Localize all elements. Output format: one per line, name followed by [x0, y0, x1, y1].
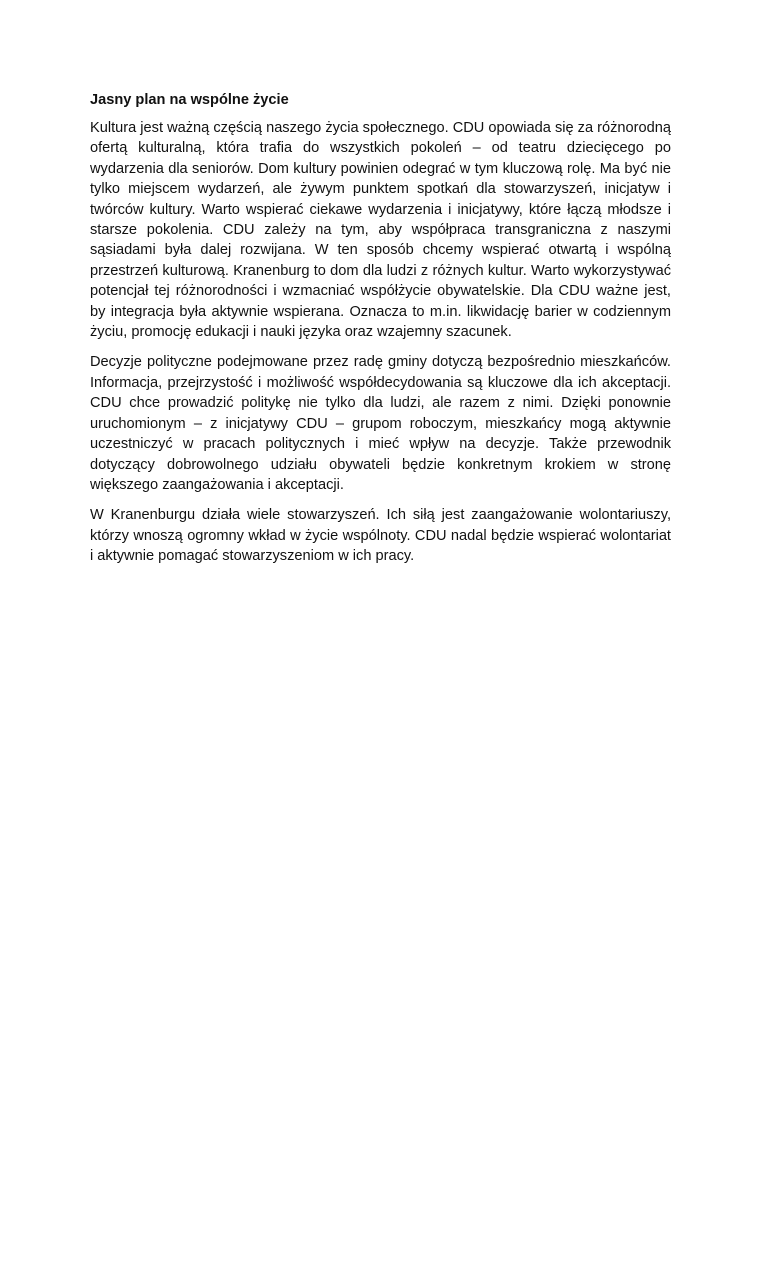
document-body: [90, 90, 671, 577]
paragraph-participation: Decyzje polityczne podejmowane przez radę gminy dotyczą bezpośrednio mieszkańców. Informacja, przejrzystość i możliwość współdecydowania są kluczowe dla ich akceptacji. CDU chce prowadzić politykę nie tylko dla ludzi, ale razem z nimi. Dzięki ponownie uruchomionym – z inicjatywy CDU – grupom roboczym, mieszkańcy mogą aktywnie uczestniczyć w pracach politycznych i mieć wpływ na decyzje. Także przewodnik dotyczący dobrowolnego udziału obywateli będzie konkretnym krokiem w stronę większego zaangażowania i akceptacji.: [90, 354, 671, 493]
paragraph-associations: W Kranenburgu działa wiele stowarzyszeń. Ich siłą jest zaangażowanie wolontariuszy, którzy wnoszą ogromny wkład w życie wspólnoty. CDU nadal będzie wspierać wolontariat i aktywnie pomagać stowarzyszeniom w ich pracy.: [90, 507, 671, 565]
section-heading: Jasny plan na wspólne życie: [90, 92, 289, 108]
paragraph-culture: Kultura jest ważną częścią naszego życia społecznego. CDU opowiada się za różnorodną ofertą kulturalną, która trafia do wszystkich pokoleń – od teatru dziecięcego po wydarzenia dla seniorów. Dom kultury powinien odegrać w tym kluczową rolę. Ma być nie tylko miejscem wydarzeń, ale żywym punktem spotkań dla stowarzyszeń, inicjatyw i twórców kultury. Warto wspierać ciekawe wydarzenia i inicjatywy, które łączą młodsze i starsze pokolenia. CDU zależy na tym, aby współpraca transgraniczna z naszymi sąsiadami była dalej rozwijana. W ten sposób chcemy wspierać otwartą i wspólną przestrzeń kulturową. Kranenburg to dom dla ludzi z różnych kultur. Warto wykorzystywać potencjał tej różnorodności i wzmacniać współżycie obywatelskie. Dla CDU ważne jest, by integracja była aktywnie wspierana. Oznacza to m.in. likwidację barier w codziennym życiu, promocję edukacji i nauki języka oraz wzajemny szacunek.: [90, 120, 671, 341]
